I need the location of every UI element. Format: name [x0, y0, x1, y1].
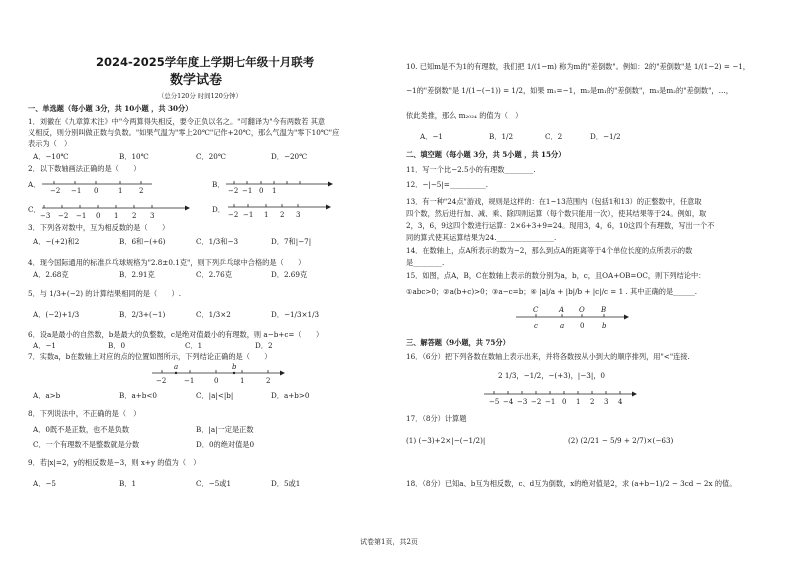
q3-stem: 3．下列各对数中，互为相反数的是（ ）: [28, 223, 170, 232]
q13-line1: 13．有一种"24点"游戏，规则是这样的：在1~13范围内（包括1和13）的正整数中，任意取: [406, 197, 702, 206]
q8-option-a: A．0既不是正数，也不是负数: [33, 425, 130, 434]
q7-option-d: D．a+b>0: [271, 391, 310, 400]
q17-stem: 17．（8分）计算题: [406, 414, 467, 423]
q1-option-d: D．−20℃: [271, 152, 308, 161]
q10-option-b: B．1/2: [489, 132, 514, 141]
q15-point-label: A: [559, 306, 565, 314]
section-3-heading: 三、解答题（9小题，共 75分）: [406, 338, 510, 347]
q1-option-a: A．−10℃: [33, 152, 69, 161]
q2-label-d: D．: [212, 205, 225, 214]
q5-stem: 5．与 1/3+(−2) 的计算结果相同的是（ ）.: [28, 289, 182, 298]
q9-option-b: B．1: [119, 479, 137, 488]
q7-tick: −1: [184, 377, 195, 385]
q7-tick: 2: [266, 377, 271, 385]
q10-line2: −1的"差倒数"是 1/(1−(−1)) = 1/2，如果 m₁=−1，m₂是m₁的"差倒数"，m₃是m₂的"差倒数"，…，: [406, 86, 733, 95]
q6-option-c: C．1: [185, 341, 203, 350]
q4-option-d: D．2.69克: [271, 270, 308, 279]
axis-a-tick: −2: [50, 187, 61, 195]
q1-line2: 义相反，则分别叫做正数与负数。"如果气温为"零上20℃"记作+20℃，那么气温为"零下10℃"应: [28, 128, 340, 137]
q3-option-a: A．−(+2)和2: [33, 237, 80, 246]
q7-tick: 1: [240, 377, 245, 385]
q15-value-label: b: [602, 322, 607, 330]
q6-option-a: A．−1: [33, 341, 56, 350]
q5-option-c: C．1/3×2: [196, 310, 231, 319]
q16-tick: −5: [489, 398, 500, 406]
q9-stem: 9．若|x|=2，y的相反数是−3，则 x+y 的值为（ ）: [28, 458, 201, 467]
q8-option-d: D．0的绝对值是0: [196, 440, 255, 449]
axis-c-tick: 3: [150, 212, 155, 220]
axis-c-tick: −3: [40, 212, 51, 220]
q9-option-c: C．−5或1: [196, 479, 232, 488]
q14-line2: 是________.: [406, 258, 445, 267]
axis-b-tick: −2: [228, 187, 239, 195]
q2-label-b: B．: [212, 180, 225, 189]
q18-stem: 18．（8分）已知a、b互为相反数，c、d互为倒数，x的绝对值是2，求 (a+b−1)/2 − 3cd − 2x 的值。: [406, 479, 737, 488]
q7-point-a: a: [174, 363, 179, 371]
axis-d-tick: 3: [296, 211, 301, 219]
q16-numbers: 2 1/3，−1/2，−(+3)，|−3|，0: [498, 371, 606, 380]
q7-tick: 0: [214, 377, 219, 385]
q10-line1: 10. 已知m是不为1的有理数，我们把 1/(1−m) 称为m的"差倒数"。例如：2的"差倒数"是 1/(1−2) = −1，: [406, 62, 750, 71]
axis-a-tick: 2: [139, 187, 144, 195]
q16-tick: −2: [531, 398, 542, 406]
q5-option-d: D．−1/3×1/3: [271, 310, 320, 319]
axis-d-tick: −2: [228, 211, 239, 219]
number-line-q16: [482, 386, 642, 408]
q17-part2: (2) (2/21 − 5/9 + 2/7)×(−63): [568, 436, 674, 445]
q10-line3: 依此类推，那么 m₂₀₂₄ 的值为（ ）: [406, 111, 523, 120]
q7-option-c: C．|a|<|b|: [196, 391, 234, 400]
q17-part1: (1) (−3)+2×|−(−1/2)|: [406, 436, 486, 445]
axis-c-tick: 2: [132, 212, 137, 220]
q4-option-a: A．2.68克: [33, 270, 69, 279]
q6-option-b: B．0: [108, 341, 126, 350]
q10-option-c: C．2: [545, 132, 563, 141]
exam-title: 2024-2025学年度上学期七年级十月联考: [96, 55, 315, 69]
q1-line3: 表示为（ ）: [28, 139, 72, 148]
q13-line3: 2，3，6，9这四个数进行运算：2×6+3+9=24。现用3，4，6，10这四个有理数，写出一个不: [406, 221, 715, 230]
axis-c-tick: −2: [58, 212, 69, 220]
q13-line4: 同的算式使其运算结果为24.________________.: [406, 233, 557, 242]
q10-option-d: D．−1/2: [590, 132, 621, 141]
number-line-a: [40, 175, 160, 197]
section-1-heading: 一、单选题（每小题 3分，共 10小题 ，共 30分）: [28, 104, 193, 113]
q16-tick: 4: [618, 398, 623, 406]
q15-point-label: B: [601, 306, 607, 314]
number-line-c: [40, 200, 190, 222]
axis-a-tick: 1: [118, 187, 123, 195]
axis-c-tick: −1: [76, 212, 87, 220]
q2-stem: 2．以下数轴画法正确的是（ ）: [28, 164, 141, 173]
axis-d-tick: −1: [243, 211, 254, 219]
axis-a-tick: −1: [71, 187, 82, 195]
q15-point-label: C: [533, 306, 539, 314]
q15-value-label: 0: [580, 322, 585, 330]
q8-option-c: C．一个有理数不是整数就是分数: [33, 440, 140, 449]
q10-option-a: A．−1: [420, 132, 443, 141]
q3-option-d: D．7和|−7|: [271, 237, 312, 246]
q16-tick: 1: [576, 398, 581, 406]
q4-option-c: C．2.76克: [196, 270, 232, 279]
q2-label-c: C．: [28, 205, 41, 214]
q4-stem: 4．现今国际通用的标准乒乓球规格为"2.8±0.1克"，则下列乒乓球中合格的是（ ）: [28, 258, 306, 267]
q1-option-c: C．20℃: [196, 152, 226, 161]
q12: 12．−|−5|=__________.: [406, 180, 489, 189]
q15-point-label: O: [579, 306, 585, 314]
q7-option-b: B．a+b<0: [119, 391, 157, 400]
q5-option-b: B．2/3+(−1): [119, 310, 166, 319]
q9-option-d: D．5或1: [271, 479, 301, 488]
q5-option-a: A．(−2)+1/3: [33, 310, 80, 319]
axis-d-tick: 1: [264, 211, 269, 219]
q7-tick: −2: [156, 377, 167, 385]
q16-tick: −4: [503, 398, 514, 406]
q16-stem: 16．（6分）把下列各数在数轴上表示出来，并将各数按从小到大的顺序排列，用"<"连接.: [406, 352, 690, 361]
exam-subject: 数学试卷: [170, 73, 223, 88]
axis-b-tick: 1: [272, 187, 277, 195]
q15-line1: 15．如图，点A，B，C在数轴上表示的数分别为a，b，c，且OA+OB=OC，则下列结论中：: [406, 271, 706, 280]
q7-point-b: b: [232, 363, 237, 371]
section-2-heading: 二、填空题（每小题 3分，共 5小题 ，共 15分）: [406, 150, 566, 159]
q1-line1: 1．刘徽在《九章算术注》中"今两算得失相反，要令正负以名之。"可翻译为"今有两数若 其意: [28, 117, 326, 126]
q11: 11．写一个比−2.5小的有理数________.: [406, 165, 536, 174]
q9-option-a: A．−5: [33, 479, 56, 488]
q3-option-b: B．6和−(+6): [119, 237, 166, 246]
q7-option-a: A．a>b: [33, 391, 61, 400]
q15-value-label: a: [560, 322, 565, 330]
q16-tick: 0: [562, 398, 567, 406]
q16-tick: −3: [517, 398, 528, 406]
axis-c-tick: 0: [96, 212, 101, 220]
exam-info: （总分120分 时间120分钟）: [158, 92, 242, 100]
q8-stem: 8．下列说法中，不正确的是（ ）: [28, 409, 141, 418]
axis-b-tick: 0: [259, 187, 264, 195]
q4-option-b: B．2.91克: [119, 270, 155, 279]
axis-d-tick: 2: [280, 211, 285, 219]
q3-option-c: C．1/3和−3: [196, 237, 239, 246]
axis-b-tick: −1: [242, 187, 253, 195]
q1-option-b: B．10℃: [119, 152, 149, 161]
q15-line2: ①abc>0；②a(b+c)>0；③a−c=b；④ |a|/a + |b|/b + |c|/c = 1 . 其中正确的是______.: [406, 287, 698, 296]
q14-line1: 14．在数轴上，点A所表示的数为−2，那么到点A的距离等于4个单位长度的点所表示的数: [406, 246, 693, 255]
axis-a-tick: 0: [94, 187, 99, 195]
q16-tick: 3: [604, 398, 609, 406]
number-line-b: [224, 175, 334, 197]
number-line-q15: [514, 304, 634, 334]
q16-tick: −1: [545, 398, 556, 406]
number-line-d: [226, 198, 336, 222]
q13-line2: 四个数，然后进行加、减、乘、除四则运算（每个数只能用一次），使其结果等于24。例如，取: [406, 209, 707, 218]
q8-option-b: B．|a|一定是正数: [196, 425, 254, 434]
number-line-q7: [150, 362, 290, 386]
q2-label-a: A．: [28, 180, 41, 189]
q7-stem: 7．实数a，b在数轴上对应的点的位置如图所示，下列结论正确的是（ ）: [28, 352, 272, 361]
q6-stem: 6．设a是最小的自然数，b是最大的负整数，c是绝对值最小的有理数，则 a−b+c=（ ）: [28, 330, 324, 339]
q15-value-label: c: [534, 322, 538, 330]
axis-c-tick: 1: [114, 212, 119, 220]
page-footer: 试卷第1页，共2页: [360, 538, 418, 546]
q6-option-d: D．2: [255, 341, 273, 350]
q16-tick: 2: [590, 398, 595, 406]
